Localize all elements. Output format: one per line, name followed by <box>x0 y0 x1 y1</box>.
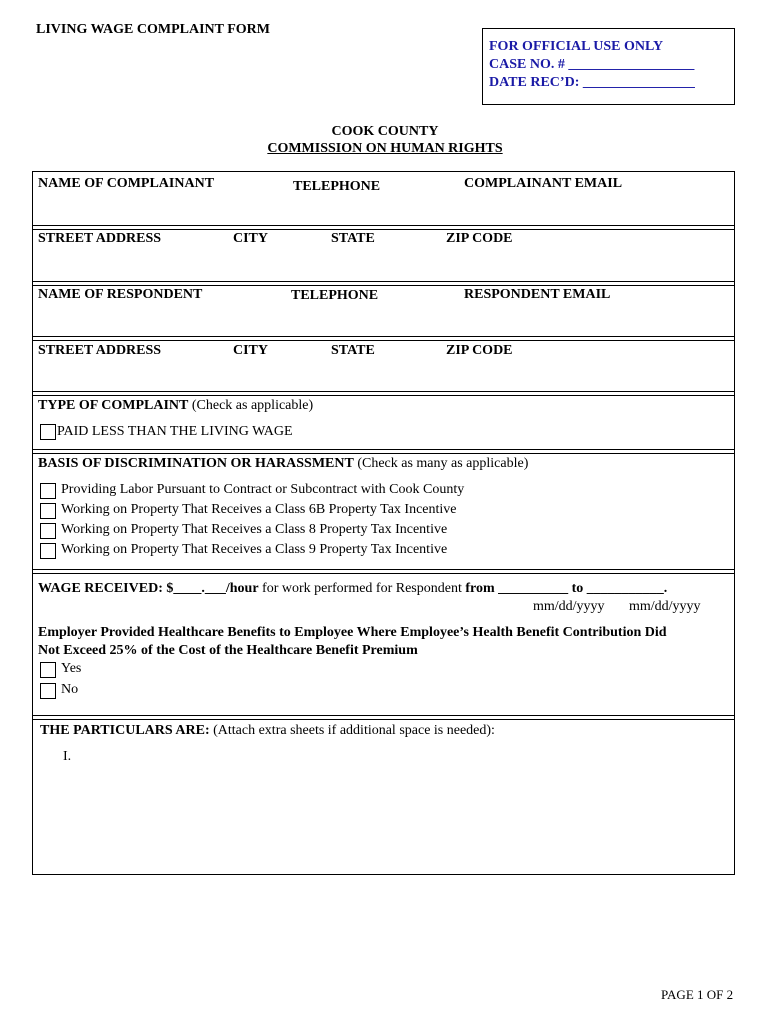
form-title: LIVING WAGE COMPLAINT FORM <box>36 22 271 37</box>
healthcare-yes-checkbox[interactable] <box>40 662 56 678</box>
divider <box>32 395 735 396</box>
paid-less-label: PAID LESS THAN THE LIVING WAGE <box>57 424 293 439</box>
basis-option-contract: Providing Labor Pursuant to Contract or Subcontract with Cook County <box>61 482 465 497</box>
healthcare-yes-label: Yes <box>61 661 82 676</box>
divider <box>32 449 735 450</box>
divider <box>32 453 735 454</box>
particulars-item-marker: I. <box>63 749 72 764</box>
basis-option-class-9: Working on Property That Receives a Class 9 Property Tax Incentive <box>61 542 448 557</box>
complainant-email-label: COMPLAINANT EMAIL <box>464 176 623 191</box>
respondent-name-label: NAME OF RESPONDENT <box>38 287 203 302</box>
date-received-field[interactable]: DATE REC’D: ________________ <box>489 75 695 90</box>
basis-option-class-6b: Working on Property That Receives a Class 6B Property Tax Incentive <box>61 502 457 517</box>
divider <box>32 229 735 230</box>
particulars-heading <box>40 723 495 739</box>
healthcare-question-line2: Not Exceed 25% of the Cost of the Healthcare Benefit Premium <box>38 643 418 658</box>
wage-date-range[interactable]: from __________ to ___________. <box>465 581 668 596</box>
healthcare-no-label: No <box>61 682 79 697</box>
divider <box>32 336 735 337</box>
wage-row <box>38 581 667 597</box>
divider <box>32 715 735 716</box>
form-left-border <box>32 171 33 875</box>
form-right-border <box>734 171 735 875</box>
wage-mid-text: for work performed for Respondent <box>258 581 466 596</box>
respondent-email-label: RESPONDENT EMAIL <box>464 287 611 302</box>
divider <box>32 874 735 875</box>
particulars-text-area[interactable] <box>40 768 728 868</box>
divider <box>32 340 735 341</box>
agency-commission: COMMISSION ON HUMAN RIGHTS <box>267 141 503 156</box>
basis-label: BASIS OF DISCRIMINATION OR HARASSMENT <box>38 456 354 471</box>
page-number: PAGE 1 OF 2 <box>661 987 734 1002</box>
basis-option-class-8: Working on Property That Receives a Class 8 Property Tax Incentive <box>61 522 448 537</box>
basis-checkbox-contract[interactable] <box>40 483 56 499</box>
wage-from-format: mm/dd/yyyy <box>533 599 605 614</box>
complainant-name-label: NAME OF COMPLAINANT <box>38 176 215 191</box>
healthcare-no-checkbox[interactable] <box>40 683 56 699</box>
divider <box>32 171 735 172</box>
respondent-city-label: CITY <box>233 343 269 358</box>
paid-less-checkbox[interactable] <box>40 424 56 440</box>
basis-checkbox-class-6b[interactable] <box>40 503 56 519</box>
divider <box>32 569 735 570</box>
divider <box>32 225 735 226</box>
case-number-field[interactable]: CASE NO. # __________________ <box>489 57 695 72</box>
particulars-label: THE PARTICULARS ARE: <box>40 723 210 738</box>
complainant-street-label: STREET ADDRESS <box>38 231 162 246</box>
wage-to-format: mm/dd/yyyy <box>629 599 701 614</box>
respondent-street-label: STREET ADDRESS <box>38 343 162 358</box>
complaint-type-hint: (Check as applicable) <box>188 398 314 413</box>
divider <box>32 285 735 286</box>
complainant-state-label: STATE <box>331 231 375 246</box>
official-use-box <box>482 28 735 105</box>
divider <box>32 281 735 282</box>
respondent-zip-label: ZIP CODE <box>446 343 513 358</box>
divider <box>32 391 735 392</box>
respondent-state-label: STATE <box>331 343 375 358</box>
basis-heading <box>38 456 528 472</box>
complainant-telephone-label: TELEPHONE <box>293 179 381 194</box>
basis-checkbox-class-9[interactable] <box>40 543 56 559</box>
respondent-telephone-label: TELEPHONE <box>291 288 379 303</box>
complainant-zip-label: ZIP CODE <box>446 231 513 246</box>
agency-county: COOK COUNTY <box>331 124 439 139</box>
divider <box>32 573 735 574</box>
complainant-city-label: CITY <box>233 231 269 246</box>
complaint-type-heading <box>38 398 313 414</box>
official-heading: FOR OFFICIAL USE ONLY <box>489 39 664 54</box>
particulars-hint: (Attach extra sheets if additional space is needed): <box>209 723 495 738</box>
basis-checkbox-class-8[interactable] <box>40 523 56 539</box>
complaint-type-label: TYPE OF COMPLAINT <box>38 398 189 413</box>
wage-label[interactable]: WAGE RECEIVED: $____.___/hour <box>38 581 259 596</box>
healthcare-question-line1: Employer Provided Healthcare Benefits to Employee Where Employee’s Health Benefit Contribution Did <box>38 625 667 640</box>
basis-hint: (Check as many as applicable) <box>353 456 529 471</box>
divider <box>32 719 735 720</box>
